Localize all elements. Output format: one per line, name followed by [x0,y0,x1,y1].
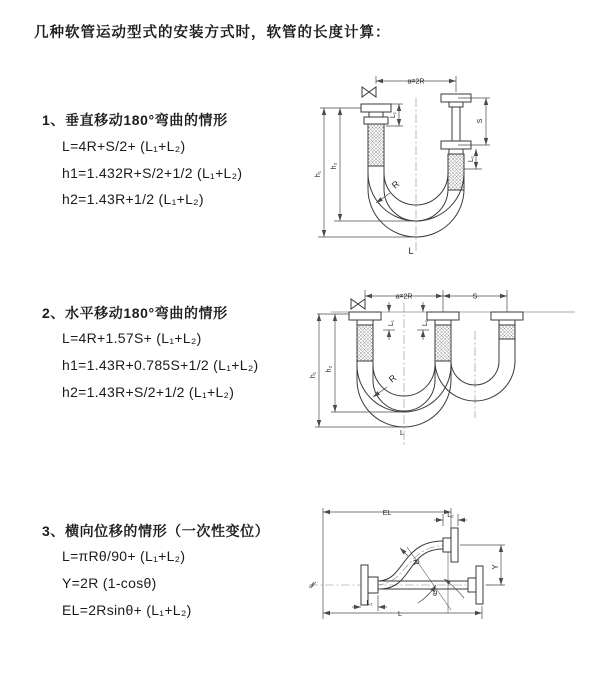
radius-label: R [411,558,422,567]
dim-height1-label: h₁ [315,170,322,178]
section1-formula-h1: h1=1.432R+S/2+1/2 (L₁+L₂) [62,165,243,181]
braid-left [368,124,384,166]
dim-stroke-label: S [472,293,478,301]
diagram-lateral-displacement [305,500,590,645]
dim-fitting-b-label: L₁ [422,319,429,327]
hose-assembly [349,299,523,427]
construction-lines [309,547,451,613]
section3-formula-L: L=πRθ/90+ (L₁+L₂) [62,548,186,564]
dim-l1-label: L₁ [366,600,373,607]
length-label: L [408,246,414,256]
dim-height2-label: h₂ [326,365,333,373]
dim-height1-label: h₁ [310,371,317,379]
dim-fitting-right-label: L₁ [468,155,475,163]
braid-left [357,325,373,361]
section2-formula-h2: h2=1.43R+S/2+1/2 (L₁+L₂) [62,384,235,400]
left-flange [361,565,368,605]
section2-formula-h1: h1=1.43R+0.785S+1/2 (L₁+L₂) [62,357,259,373]
dim-y-label: Y [491,564,500,570]
section1-formula-h2: h2=1.43R+1/2 (L₁+L₂) [62,191,204,207]
dim-width-label: a=2R [395,293,413,301]
valve-icon [362,87,376,97]
radius-label: R [389,178,402,191]
braid-right [499,325,515,339]
upper-flange [451,528,458,562]
section2-formula-L: L=4R+1.57S+ (L₁+L₂) [62,330,202,346]
dim-width-label: a=2R [407,78,425,86]
section3-heading: 3、横向位移的情形（一次性变位） [42,523,270,539]
dim-stroke-label: S [477,118,484,124]
page-title: 几种软管运动型式的安装方式时，软管的长度计算： [34,25,391,41]
right-flange [476,566,483,604]
braid-middle [435,325,451,361]
dim-length-label: L [398,611,402,618]
dim-height2-label: h₂ [331,162,338,170]
section2-heading: 2、水平移动180°弯曲的情形 [42,305,228,321]
dim-fitting-a-label: L₁ [388,319,395,327]
dim-fitting-left-label: L₁ [390,111,397,119]
section3-formula-Y: Y=2R (1-cosθ) [62,575,157,591]
section3-formula-EL: EL=2Rsinθ+ (L₁+L₂) [62,602,192,618]
radius-label: R [386,372,399,385]
braid-right [448,154,464,190]
section1-formula-L: L=4R+S/2+ (L₁+L₂) [62,138,186,154]
section1-heading: 1、垂直移动180°弯曲的情形 [42,112,228,128]
hose-assembly [361,528,483,605]
dim-el-label: EL [382,510,392,517]
diagram-vertical-180-bend [306,68,586,258]
diagram-horizontal-180-bend [305,283,595,453]
valve-icon [351,299,365,309]
length-label: L [400,430,404,437]
angle-label: θ [433,589,438,598]
dim-l2-label: L₂ [447,512,454,519]
